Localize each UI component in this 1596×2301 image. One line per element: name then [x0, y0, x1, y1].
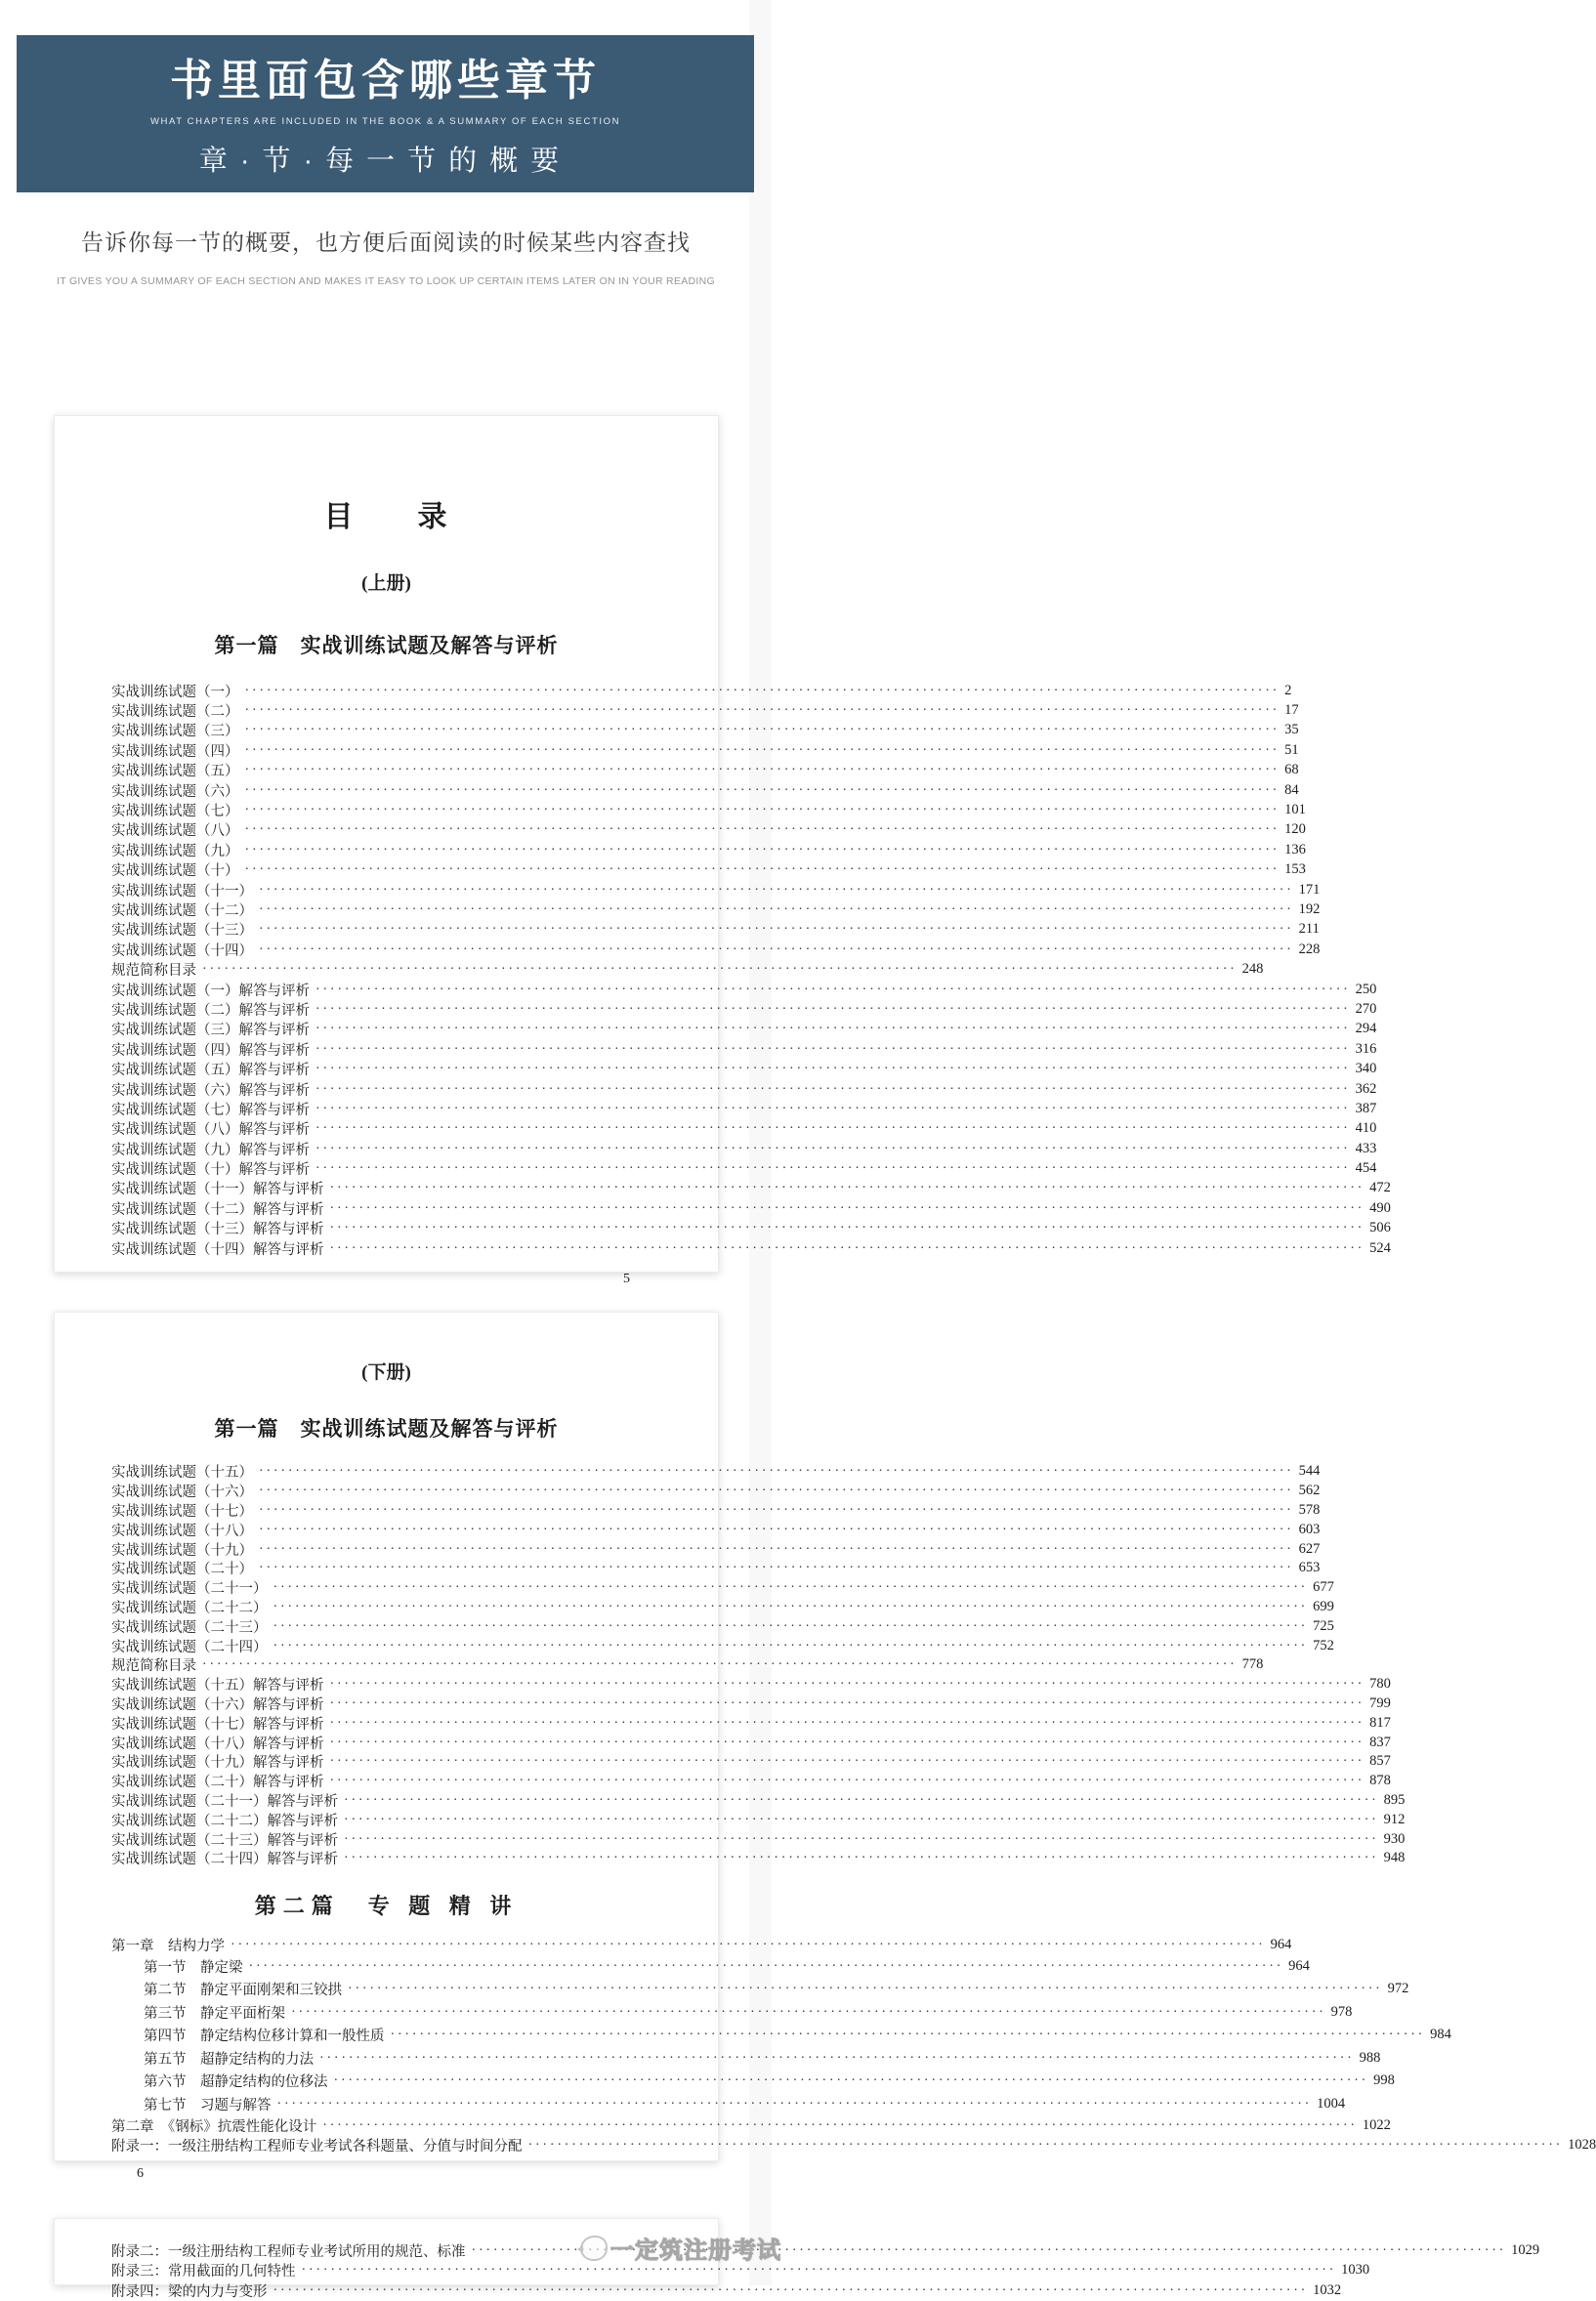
toc-entry-label: 第二节 静定平面刚架和三铰拱	[144, 1983, 342, 1999]
dot-leader	[202, 1656, 1238, 1673]
toc-entry-page: 316	[1355, 1040, 1377, 1057]
toc-entry-row	[111, 1020, 1377, 1039]
dot-leader	[330, 1180, 1365, 1196]
toc-entry-row	[111, 1559, 1321, 1578]
toc-entry-label: 实战训练试题（二十三）	[111, 1619, 268, 1636]
toc-entry-label: 实战训练试题（十）	[111, 863, 239, 880]
toc-entry-label: 实战训练试题（十七）	[111, 1504, 253, 1520]
toc-entry-row	[111, 1059, 1377, 1079]
toc-list-part2	[111, 1936, 1596, 2155]
toc-entry-label: 实战训练试题（十五）解答与评析	[111, 1678, 324, 1694]
toc-entry-label: 实战训练试题（二）解答与评析	[111, 1002, 310, 1019]
toc-entry-row	[111, 1158, 1377, 1179]
part1-heading-1: 第一篇 实战训练试题及解答与评析	[214, 634, 559, 657]
toc-entry-page: 837	[1369, 1734, 1391, 1750]
toc-entry-label: 实战训练试题（七）	[111, 804, 239, 820]
dot-leader	[245, 683, 1281, 699]
dot-leader	[322, 2117, 1358, 2134]
toc-entry-row	[111, 700, 1299, 721]
toc-entry-row	[111, 2135, 1596, 2155]
dot-leader	[245, 702, 1281, 719]
toc-entry-label: 规范简称目录	[111, 1658, 196, 1675]
toc-entry-page: 472	[1369, 1180, 1391, 1196]
toc-entry-page: 1022	[1362, 2116, 1391, 2133]
banner-subtitle: 章·节·每一节的概要	[198, 146, 572, 177]
toc-entry-label: 实战训练试题（二十四）	[111, 1639, 268, 1655]
toc-entry-row	[111, 1482, 1321, 1501]
toc-entry-row	[111, 2001, 1353, 2025]
toc-entry-label: 实战训练试题（九）	[111, 843, 239, 859]
toc-entry-page: 294	[1355, 1021, 1377, 1037]
dot-leader	[315, 1061, 1351, 1077]
toc-entry-row	[111, 1079, 1377, 1099]
dot-leader	[259, 1483, 1294, 1499]
dot-leader	[330, 1695, 1365, 1712]
toc-entry-page: 653	[1298, 1560, 1321, 1576]
part1-heading-2: 第一篇 实战训练试题及解答与评析	[214, 1417, 559, 1441]
toc-entry-row	[111, 1219, 1391, 1238]
toc-entry-label: 实战训练试题（四）	[111, 743, 239, 760]
toc-entry-row	[111, 1791, 1406, 1811]
toc-entry-page: 387	[1355, 1100, 1377, 1116]
dot-leader	[273, 2282, 1309, 2299]
toc-entry-page: 153	[1284, 861, 1306, 878]
toc-entry-page: 250	[1355, 981, 1377, 997]
toc-entry-label: 实战训练试题（十八）解答与评析	[111, 1736, 324, 1752]
toc-entry-row	[111, 1978, 1409, 2001]
toc-entry-page: 1028	[1568, 2136, 1596, 2153]
banner-title: 书里面包含哪些章节	[170, 57, 601, 105]
toc-entry-label: 附录二：一级注册结构工程师专业考试所用的规范、标准	[111, 2243, 466, 2260]
toc-entry-page: 817	[1369, 1714, 1391, 1731]
toc-entry-page: 270	[1355, 1000, 1377, 1017]
dot-leader	[245, 842, 1281, 858]
toc-entry-label: 第三节 静定平面桁架	[144, 2005, 285, 2022]
dot-leader	[528, 2137, 1564, 2154]
dot-leader	[391, 2027, 1426, 2043]
toc-page-card-volume1[interactable]	[54, 415, 1391, 1287]
toc-entry-label: 实战训练试题（十）解答与评析	[111, 1162, 310, 1179]
toc-entry-row	[111, 1539, 1321, 1559]
toc-entry-label: 实战训练试题（五）解答与评析	[111, 1063, 310, 1079]
dot-leader	[330, 1715, 1365, 1732]
toc-entry-label: 第四节 静定结构位移计算和一般性质	[144, 2029, 385, 2045]
toc-entry-page: 895	[1383, 1791, 1406, 1808]
toc-entry-page: 1029	[1511, 2241, 1540, 2258]
toc-entry-row	[111, 999, 1377, 1019]
dot-leader	[245, 762, 1281, 778]
dot-leader	[259, 1541, 1294, 1558]
toc-entry-page: 578	[1298, 1501, 1321, 1518]
dot-leader	[245, 742, 1281, 759]
toc-entry-row	[111, 2280, 1342, 2301]
toc-entry-page: 120	[1284, 821, 1306, 838]
toc-entry-row	[111, 1198, 1391, 1218]
dot-leader	[259, 1502, 1294, 1519]
dot-leader	[344, 1831, 1379, 1848]
toc-entry-page: 192	[1298, 900, 1321, 917]
toc-entry-page: 1004	[1317, 2095, 1346, 2112]
toc-entry-row	[111, 899, 1321, 919]
toc-entry-page: 1030	[1341, 2262, 1370, 2279]
toc-entry-page: 778	[1241, 1656, 1264, 1673]
toc-entry-row	[111, 1139, 1377, 1158]
toc-entry-row	[111, 1675, 1391, 1694]
toc-entry-page: 248	[1241, 961, 1264, 978]
toc-entry-row	[111, 1752, 1391, 1772]
toc-entry-label: 实战训练试题（十四）解答与评析	[111, 1241, 324, 1258]
toc-entry-row	[111, 980, 1377, 999]
toc-entry-label: 实战训练试题（十六）	[111, 1485, 253, 1501]
toc-entry-page: 984	[1430, 2027, 1451, 2043]
toc-entry-row	[111, 840, 1306, 859]
toc-entry-page: 2	[1284, 682, 1292, 698]
intro-text: 告诉你每一节的概要，也方便后面阅读的时候某些内容查找	[81, 230, 691, 255]
toc-entry-row	[111, 2070, 1395, 2093]
toc-entry-row	[111, 1501, 1321, 1521]
toc-entry-label: 实战训练试题（十一）解答与评析	[111, 1182, 324, 1198]
toc-entry-page: 562	[1298, 1483, 1321, 1499]
dot-leader	[259, 1522, 1294, 1538]
toc-entry-page: 433	[1355, 1140, 1377, 1156]
toc-entry-page: 988	[1359, 2049, 1381, 2066]
dot-leader	[277, 2096, 1313, 2113]
toc-entry-label: 实战训练试题（十一）	[111, 883, 253, 899]
toc-page-card-volume2[interactable]	[54, 1312, 1596, 2182]
toc-entry-page: 603	[1298, 1521, 1321, 1537]
dot-leader	[245, 782, 1281, 799]
toc-entry-label: 实战训练试题（十二）解答与评析	[111, 1201, 324, 1218]
book-page-number-5: 5	[623, 1272, 630, 1287]
toc-entry-page: 51	[1284, 741, 1299, 758]
dot-leader	[315, 1120, 1351, 1137]
toc-entry-row	[111, 800, 1306, 820]
toc-entry-row	[111, 1520, 1321, 1539]
toc-entry-label: 实战训练试题（十五）	[111, 1465, 253, 1482]
toc-entry-row	[111, 740, 1299, 760]
toc-entry-label: 实战训练试题（二十四）解答与评析	[111, 1852, 338, 1868]
toc-entry-page: 699	[1313, 1598, 1334, 1614]
toc-entry-label: 第一章 结构力学	[111, 1939, 225, 1955]
toc-entry-label: 实战训练试题（二十一）	[111, 1581, 268, 1598]
toc-list-1	[111, 681, 1391, 1258]
toc-entry-label: 实战训练试题（二十）	[111, 1562, 253, 1578]
dot-leader	[273, 1579, 1309, 1596]
toc-entry-row	[111, 1694, 1391, 1714]
toc-entry-row	[111, 1955, 1310, 1979]
toc-entry-row	[111, 1829, 1406, 1849]
toc-entry-row	[111, 1636, 1334, 1655]
dot-leader	[245, 821, 1281, 838]
toc-entry-label: 规范简称目录	[111, 963, 196, 980]
toc-entry-label: 实战训练试题（五）	[111, 764, 239, 780]
toc-entry-page: 340	[1355, 1061, 1377, 1077]
dot-leader	[245, 802, 1281, 818]
toc-entry-page: 35	[1284, 722, 1299, 738]
dot-leader	[273, 1599, 1309, 1615]
dot-leader	[330, 1735, 1365, 1751]
toc-entry-row	[111, 1238, 1391, 1258]
toc-entry-page: 84	[1284, 781, 1299, 798]
toc-entry-row	[111, 1713, 1391, 1733]
toc-entry-page: 410	[1355, 1120, 1377, 1137]
toc-entry-label: 附录一：一级注册结构工程师专业考试各科题量、分值与时间分配	[111, 2138, 523, 2155]
toc-entry-row	[111, 1810, 1406, 1829]
dot-leader	[330, 1220, 1365, 1236]
toc-entry-label: 第二章 《钢标》抗震性能化设计	[111, 2118, 317, 2135]
dot-leader	[291, 2004, 1326, 2021]
toc-entry-label: 实战训练试题（十二）	[111, 903, 253, 919]
toc-entry-row	[111, 2093, 1346, 2116]
toc-entry-label: 实战训练试题（七）解答与评析	[111, 1102, 310, 1118]
intro-section	[0, 225, 772, 287]
dot-leader	[344, 1850, 1379, 1866]
part2-heading: 第二篇 专 题 精 讲	[254, 1893, 519, 1918]
book-page-number-6: 6	[137, 2166, 144, 2182]
brand-watermark-text: 一定筑注册考试	[610, 2238, 781, 2264]
toc-entry-row	[111, 1655, 1264, 1675]
toc-entry-page: 524	[1369, 1239, 1391, 1256]
toc-entry-page: 948	[1383, 1850, 1406, 1866]
toc-entry-row	[111, 681, 1292, 700]
toc-entry-page: 544	[1298, 1463, 1321, 1480]
toc-entry-label: 实战训练试题（三）	[111, 724, 239, 740]
toc-entry-row	[111, 2024, 1451, 2047]
toc-entry-row	[111, 1849, 1406, 1868]
toc-entry-row	[111, 2115, 1391, 2135]
dot-leader	[344, 1792, 1379, 1809]
toc-entry-label: 实战训练试题（十九）解答与评析	[111, 1755, 324, 1772]
toc-entry-page: 1032	[1313, 2281, 1342, 2298]
toc-entry-page: 171	[1298, 881, 1321, 898]
toc-entry-label: 实战训练试题（六）	[111, 783, 239, 800]
toc-entry-page: 136	[1284, 841, 1306, 858]
toc-entry-page: 725	[1313, 1617, 1334, 1634]
toc-entry-label: 实战训练试题（一）解答与评析	[111, 983, 310, 999]
toc-entry-page: 506	[1369, 1220, 1391, 1236]
toc-entry-label: 实战训练试题（十四）	[111, 942, 253, 959]
toc-entry-page: 101	[1284, 802, 1306, 818]
toc-entry-label: 实战训练试题（二十二）解答与评析	[111, 1813, 338, 1829]
toc-entry-page: 878	[1369, 1773, 1391, 1789]
dot-leader	[315, 1041, 1351, 1058]
dot-leader	[249, 1958, 1284, 1975]
toc-entry-page: 228	[1298, 941, 1321, 957]
toc-entry-label: 实战训练试题（八）解答与评析	[111, 1122, 310, 1139]
toc-entry-label: 第五节 超静定结构的力法	[144, 2051, 314, 2068]
toc-entry-label: 附录四：梁的内力与变形	[111, 2283, 268, 2300]
dot-leader	[315, 1081, 1351, 1098]
toc-entry-row	[111, 2047, 1381, 2071]
toc-entry-page: 780	[1369, 1676, 1391, 1693]
dot-leader	[330, 1240, 1365, 1257]
dot-leader	[344, 1812, 1379, 1828]
dot-leader	[302, 2262, 1337, 2279]
dot-leader	[315, 1141, 1351, 1157]
dot-leader	[259, 1463, 1294, 1480]
header-banner-image[interactable]	[17, 35, 754, 192]
toc-entry-label: 实战训练试题（十八）	[111, 1523, 253, 1539]
toc-entry-row	[111, 1772, 1391, 1791]
toc-entry-row	[111, 860, 1306, 880]
toc-entry-row	[111, 1578, 1334, 1598]
toc-entry-label: 实战训练试题（六）解答与评析	[111, 1082, 310, 1099]
dot-leader	[315, 1101, 1351, 1117]
toc-entry-page: 930	[1383, 1830, 1406, 1847]
volume-label-2: (下册)	[361, 1362, 411, 1383]
dot-leader	[348, 1981, 1383, 1997]
dot-leader	[273, 1638, 1309, 1654]
toc-entry-page: 627	[1298, 1540, 1321, 1557]
dot-leader	[259, 901, 1294, 918]
toc-entry-label: 实战训练试题（一）	[111, 684, 239, 700]
toc-entry-row	[111, 1733, 1391, 1752]
toc-entry-page: 964	[1270, 1937, 1292, 1953]
toc-entry-label: 实战训练试题（三）解答与评析	[111, 1023, 310, 1039]
toc-entry-label: 实战训练试题（二十）解答与评析	[111, 1775, 324, 1791]
toc-entry-label: 实战训练试题（二十一）解答与评析	[111, 1793, 338, 1810]
dot-leader	[330, 1676, 1365, 1693]
dot-leader	[202, 961, 1238, 978]
toc-entry-label: 实战训练试题（四）解答与评析	[111, 1042, 310, 1059]
toc-entry-row	[111, 940, 1321, 959]
toc-entry-label: 实战训练试题（十六）解答与评析	[111, 1696, 324, 1713]
toc-entry-label: 实战训练试题（九）解答与评析	[111, 1142, 310, 1158]
toc-entry-row	[111, 820, 1306, 840]
toc-entry-page: 490	[1369, 1199, 1391, 1216]
toc-entry-label: 实战训练试题（二十二）	[111, 1600, 268, 1616]
toc-entry-label: 实战训练试题（二）	[111, 704, 239, 721]
toc-entry-row	[111, 1119, 1377, 1139]
toc-entry-row	[111, 1936, 1292, 1955]
toc-entry-page: 972	[1387, 1981, 1409, 1997]
toc-entry-label: 实战训练试题（二十三）解答与评析	[111, 1832, 338, 1849]
toc-entry-page: 998	[1373, 2072, 1395, 2089]
dot-leader	[315, 982, 1351, 998]
toc-entry-page: 211	[1298, 921, 1320, 938]
dot-leader	[330, 1753, 1365, 1770]
toc-entry-row	[111, 721, 1299, 740]
toc-entry-label: 实战训练试题（十九）	[111, 1542, 253, 1559]
dot-leader	[315, 1021, 1351, 1037]
toc-list-2	[111, 1462, 1406, 1868]
toc-entry-label: 第一节 静定梁	[144, 1959, 243, 1976]
dot-leader	[259, 941, 1294, 958]
toc-entry-page: 799	[1369, 1694, 1391, 1711]
toc-entry-page: 912	[1383, 1811, 1406, 1827]
toc-entry-label: 实战训练试题（十七）解答与评析	[111, 1716, 324, 1733]
toc-entry-page: 978	[1330, 2003, 1353, 2020]
toc-entry-row	[111, 761, 1299, 780]
dot-leader	[330, 1773, 1365, 1789]
toc-entry-label: 附录三：常用截面的几何特性	[111, 2264, 296, 2280]
toc-title: 目 录	[323, 501, 449, 533]
toc-entry-row	[111, 1616, 1334, 1636]
toc-entry-page: 17	[1284, 702, 1299, 719]
toc-entry-label: 实战训练试题（十三）	[111, 923, 253, 940]
toc-entry-row	[111, 1039, 1377, 1059]
toc-entry-row	[111, 920, 1320, 940]
toc-entry-row	[111, 1598, 1334, 1617]
toc-entry-page: 677	[1313, 1579, 1334, 1596]
dot-leader	[231, 1937, 1266, 1953]
toc-entry-row	[111, 880, 1321, 899]
toc-entry-label: 第六节 超静定结构的位移法	[144, 2074, 328, 2091]
brand-watermark	[580, 2231, 781, 2265]
dot-leader	[315, 1001, 1351, 1018]
dot-leader	[330, 1200, 1365, 1217]
dot-leader	[273, 1618, 1309, 1635]
dot-leader	[259, 1560, 1294, 1576]
intro-text-en: IT GIVES YOU A SUMMARY OF EACH SECTION AND MAKES IT EASY TO LOOK UP CERTAIN ITEMS LATER ON IN YOUR READING	[56, 275, 715, 287]
toc-entry-page: 752	[1313, 1637, 1334, 1653]
toc-entry-row	[111, 1462, 1321, 1482]
toc-entry-page: 454	[1355, 1160, 1377, 1177]
toc-entry-row	[111, 1099, 1377, 1118]
toc-entry-label: 实战训练试题（八）	[111, 823, 239, 840]
toc-entry-label: 第七节 习题与解答	[144, 2097, 272, 2113]
dot-leader	[334, 2072, 1369, 2089]
dot-leader	[245, 722, 1281, 738]
dot-leader	[259, 921, 1294, 938]
volume-label-1: (上册)	[361, 573, 411, 594]
toc-entry-row	[111, 780, 1299, 800]
dot-leader	[315, 1160, 1351, 1177]
toc-entry-row	[111, 2261, 1370, 2281]
toc-entry-label: 实战训练试题（十三）解答与评析	[111, 1222, 324, 1238]
dot-leader	[259, 882, 1294, 899]
toc-entry-page: 362	[1355, 1080, 1377, 1097]
toc-entry-row	[111, 1179, 1391, 1198]
toc-entry-page: 964	[1288, 1957, 1310, 1974]
banner-subtitle-en: WHAT CHAPTERS ARE INCLUDED IN THE BOOK & A SUMMARY OF EACH SECTION	[149, 116, 621, 127]
dot-leader	[245, 861, 1281, 878]
toc-entry-row	[111, 959, 1264, 980]
toc-entry-page: 857	[1369, 1753, 1391, 1770]
dot-leader	[319, 2050, 1355, 2067]
brand-logo-icon	[580, 2236, 608, 2261]
toc-entry-page: 68	[1284, 762, 1299, 778]
